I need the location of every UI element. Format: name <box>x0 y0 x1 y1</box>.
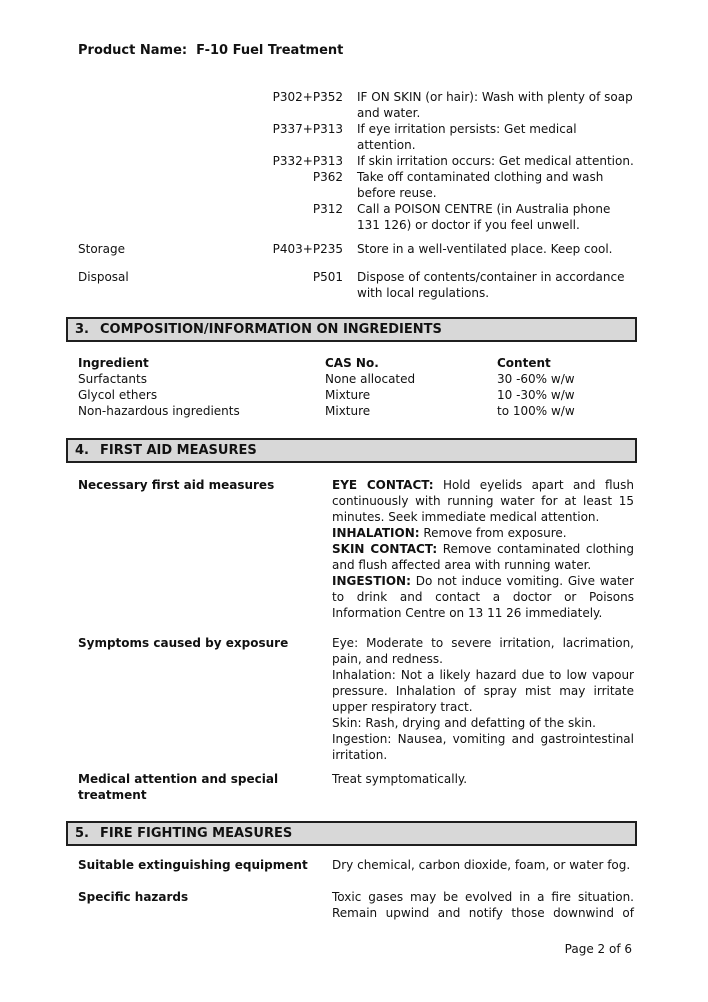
section-number: 3. <box>75 322 89 337</box>
precaution-row <box>78 121 708 153</box>
ingredient-cell: Non-hazardous ingredients <box>78 404 240 418</box>
table-header-row <box>78 355 708 371</box>
precaution-text: If skin irritation occurs: Get medical attention. <box>357 154 634 168</box>
section-header-composition <box>66 317 637 342</box>
precaution-text: Take off contaminated clothing and wash before reuse. <box>357 170 604 200</box>
table-row <box>78 387 708 403</box>
cas-cell: Mixture <box>325 388 371 402</box>
row-label: Medical attention and special treatment <box>78 772 279 802</box>
disposal-row <box>78 269 708 301</box>
precaution-row <box>78 201 708 233</box>
row-label: Symptoms caused by exposure <box>78 636 289 650</box>
content-cell: to 100% w/w <box>497 404 575 418</box>
symptom-paragraph: Inhalation: Not a likely hazard due to low vapour pressure. Inhalation of spray mist may irritate upper respiratory tract. <box>332 668 634 714</box>
storage-row <box>78 241 708 257</box>
section-title: COMPOSITION/INFORMATION ON INGREDIENTS <box>99 322 442 337</box>
cas-cell: Mixture <box>325 404 371 418</box>
storage-label: Storage <box>78 242 125 256</box>
cas-cell: None allocated <box>325 372 416 386</box>
precaution-code: P337+P313 <box>272 122 343 136</box>
first-aid-item-text: Hold eyelids apart and flush continuously with running water for at least 15 minutes. Seek immediate medical attention. <box>332 478 634 524</box>
first-aid-item <box>332 477 634 525</box>
table-row <box>78 371 708 387</box>
precaution-row <box>78 169 708 201</box>
symptoms-row <box>78 635 708 763</box>
section-number: 5. <box>75 826 89 841</box>
column-header-ingredient: Ingredient <box>78 356 149 370</box>
product-name-value: F-10 Fuel Treatment <box>196 43 344 58</box>
precaution-code: P312 <box>312 202 343 216</box>
first-aid-item <box>332 525 634 541</box>
ingredients-table <box>78 355 708 419</box>
precaution-text: Call a POISON CENTRE (in Australia phone 131 126) or doctor if you feel unwell. <box>357 202 611 232</box>
section-title: FIRST AID MEASURES <box>99 443 257 458</box>
precaution-code: P501 <box>312 270 343 284</box>
section-number: 4. <box>75 443 89 458</box>
footer-page-number: Page 2 of 6 <box>564 942 632 956</box>
row-text <box>332 477 634 621</box>
row-text <box>332 771 634 787</box>
specific-hazards-text: Toxic gases may be evolved in a fire situation. Remain upwind and notify those downwind of <box>332 890 634 920</box>
first-aid-item-keyword: INHALATION: <box>332 526 420 540</box>
precaution-code: P332+P313 <box>272 154 343 168</box>
extinguishing-equipment-text: Dry chemical, carbon dioxide, foam, or water fog. <box>332 858 631 872</box>
row-text <box>332 857 634 873</box>
first-aid-item <box>332 541 634 573</box>
precaution-text: IF ON SKIN (or hair): Wash with plenty of soap and water. <box>357 90 633 120</box>
row-label: Necessary first aid measures <box>78 478 275 492</box>
row-text <box>332 635 634 763</box>
symptom-paragraph: Ingestion: Nausea, vomiting and gastrointestinal irritation. <box>332 732 634 762</box>
medical-attention-text: Treat symptomatically. <box>332 772 468 786</box>
section-title: FIRE FIGHTING MEASURES <box>99 826 293 841</box>
precaution-text: If eye irritation persists: Get medical attention. <box>357 122 577 152</box>
precaution-row <box>78 153 708 169</box>
first-aid-item-keyword: SKIN CONTACT: <box>332 542 438 556</box>
table-row <box>78 403 708 419</box>
ingredient-cell: Surfactants <box>78 372 147 386</box>
first-aid-item-text: Remove contaminated clothing and flush affected area with running water. <box>332 542 634 572</box>
row-label: Specific hazards <box>78 890 189 904</box>
symptom-paragraph: Eye: Moderate to severe irritation, lacrimation, pain, and redness. <box>332 636 634 666</box>
precaution-code: P403+P235 <box>272 242 343 256</box>
precaution-row <box>78 89 708 121</box>
first-aid-item-text: Do not induce vomiting. Give water to drink and contact a doctor or Poisons Information Centre on 13 11 26 immediately. <box>332 574 634 620</box>
row-label: Suitable extinguishing equipment <box>78 858 308 872</box>
disposal-label: Disposal <box>78 270 129 284</box>
precaution-text: Store in a well-ventilated place. Keep cool. <box>357 242 613 256</box>
extinguishing-equipment-row <box>78 857 708 873</box>
first-aid-necessary-row <box>78 477 708 621</box>
column-header-content: Content <box>497 356 551 370</box>
precaution-code: P302+P352 <box>272 90 343 104</box>
first-aid-item <box>332 573 634 621</box>
medical-attention-row <box>78 771 708 803</box>
first-aid-item-text: Remove from exposure. <box>423 526 567 540</box>
content-cell: 10 -30% w/w <box>497 388 575 402</box>
row-text <box>332 889 634 921</box>
symptom-paragraph: Skin: Rash, drying and defatting of the skin. <box>332 716 596 730</box>
content-cell: 30 -60% w/w <box>497 372 575 386</box>
precaution-text: Dispose of contents/container in accordance with local regulations. <box>357 270 625 300</box>
ingredient-cell: Glycol ethers <box>78 388 158 402</box>
precautionary-statements-block <box>78 89 708 301</box>
first-aid-item-keyword: EYE CONTACT: <box>332 478 434 492</box>
section-header-fire-fighting <box>66 821 637 846</box>
first-aid-item-keyword: INGESTION: <box>332 574 411 588</box>
product-name-label: Product Name: <box>78 43 188 58</box>
product-name-header <box>78 0 708 59</box>
precaution-code: P362 <box>312 170 343 184</box>
column-header-cas-no: CAS No. <box>325 356 379 370</box>
section-header-first-aid <box>66 438 637 463</box>
specific-hazards-row <box>78 889 708 921</box>
